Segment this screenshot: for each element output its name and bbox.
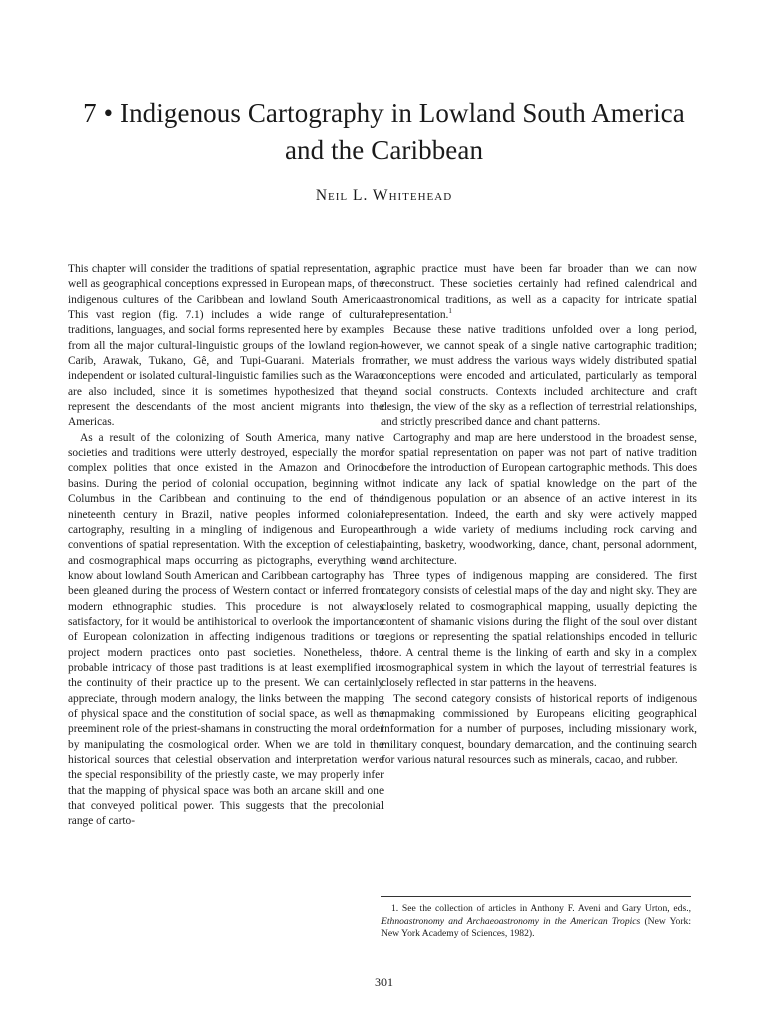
body-paragraph: Because these native traditions unfolded over a long period, however, we cannot speak of a single native cartographic tradition; rather, we must address the various ways widely distributed spatial conceptions were encoded and articulated, particularly as temporal and social constructs. Contexts included architecture and craft design, the view of the sky as a reflection of terrestrial relationships, and strictly prescribed dance and chant patterns. <box>381 324 697 429</box>
body-paragraph <box>381 262 697 323</box>
body-paragraph: This chapter will consider the traditions of spatial representation, as well as geographical conceptions expressed in European maps, of the indigenous cultures of the Caribbean and lowland South America. This vast region (fig. 7.1) includes a wide range of cultural traditions, languages, and social forms represented here by examples from all the major cultural-linguistic groups of the lowland region–Carib, Arawak, Tukano, Gê, and Tupi-Guarani. Materials from independent or isolated cultural-linguistic families such as the Warao are also included, since it is sometimes hypothesized that they represent the descendants of the most ancient migrants into the Americas. <box>68 263 384 429</box>
body-paragraph: Three types of indigenous mapping are considered. The first category consists of celestial maps of the day and night sky. They are closely related to cosmographical mapping, usually depicting the content of shamanic visions during the flight of the soul over distant regions or representing the spatial relationships encoded in telluric lore. A central theme is the linking of earth and sky in a complex cosmographical system in which the layout of terrestrial features is closely reflected in star patterns in the heavens. <box>381 569 697 690</box>
footnote <box>381 903 691 941</box>
body-paragraph: Cartography and map are here understood in the broadest sense, for spatial representation on paper was not part of native tradition before the introduction of European cartographic methods. This does not indicate any lack of spatial knowledge on the part of the indigenous population or an absence of an active interest in its representation. Indeed, the earth and sky were actively mapped through a wide variety of mediums including rock carving and painting, basketry, woodworking, dance, chant, personal adornment, and architecture. <box>381 431 697 567</box>
footnote-reference[interactable]: 1 <box>448 307 452 316</box>
body-paragraph-text: graphic practice must have been far broader than we can now reconstruct. These societies certainly had refined calendrical and astronomical traditions, as well as a capacity for intricate spatial representation. <box>381 263 697 322</box>
body-paragraph: As a result of the colonizing of South America, many native societies and traditions were utterly destroyed, especially the more complex polities that once existed in the Amazon and Orinoco basins. During the period of colonial occupation, beginning with Columbus in the Caribbean and continuing to the end of the nineteenth century in Brazil, native peoples informed colonial cartography, resulting in a mingling of indigenous and European conventions of spatial representation. With the exception of celestial and cosmographical maps occurring as pictographs, everything we know about lowland South American and Caribbean cartography has been gleaned during the process of Western contact or inferred from modern ethnographic studies. This procedure is not always satisfactory, for it would be antihistorical to overlook the importance of European colonization in affecting indigenous traditions or to project modern practices onto past societies. Nonetheless, the probable intricacy of those past traditions is at least exemplified in the continuity of their practice up to the present. We can certainly appreciate, through modern analogy, the links between the mapping of physical space and the constitution of social space, as well as the preeminent role of the priest-shamans in constructing the moral order by manipulating the cosmological order. When we are told in the historical sources that celestial observation and interpretation were the special responsibility of the priestly caste, we may properly infer that the mapping of physical space was both an arcane skill and one that conveyed political power. This suggests that the precolonial range of carto- <box>68 431 384 828</box>
chapter-title-line-1: 7 • Indigenous Cartography in Lowland South America <box>83 98 685 128</box>
right-text-column <box>381 262 697 768</box>
left-text-column <box>68 262 384 830</box>
footnote-book-title: Ethnoastronomy and Archaeoastronomy in the American Tropics <box>381 915 641 927</box>
footnote-tail: (New York: New York Academy of Sciences, 1982). <box>381 915 691 940</box>
footnote-lead: 1. See the collection of articles in Anthony F. Aveni and Gary Urton, eds., <box>391 903 691 914</box>
body-paragraph: The second category consists of historical reports of indigenous mapmaking commissioned by Europeans eliciting geographical information for a number of purposes, including missionary work, military conquest, boundary demarcation, and the continuing search for various natural resources such as minerals, cacao, and rubber. <box>381 692 697 766</box>
chapter-author: Neil L. Whitehead <box>315 187 453 204</box>
page-number: 301 <box>375 975 393 989</box>
chapter-heading <box>40 95 728 205</box>
footnote-divider <box>381 896 691 897</box>
chapter-title-line-2: and the Caribbean <box>284 135 484 165</box>
